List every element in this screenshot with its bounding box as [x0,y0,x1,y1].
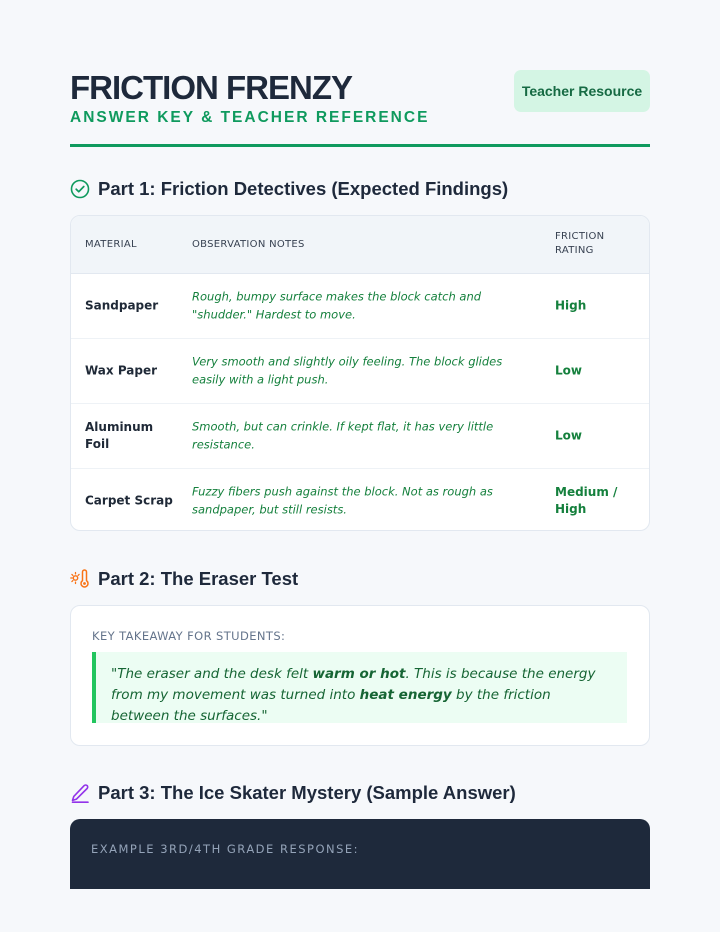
quote-emphasis: heat energy [359,687,452,703]
findings-table [70,215,650,531]
rating-cell: Medium / High [555,485,618,516]
rating-cell: High [555,298,587,313]
page-subtitle: ANSWER KEY & TEACHER REFERENCE [70,109,430,126]
takeaway-label: KEY TAKEAWAY FOR STUDENTS: [92,629,286,643]
notes-cell: Fuzzy fibers push against the block. Not as rough as sandpaper, but still resists. [192,484,493,516]
takeaway-card [70,605,650,746]
notes-cell: Smooth, but can crinkle. If kept flat, it has very little resistance. [192,419,494,451]
material-cell: Aluminum Foil [85,420,154,451]
table-row [71,469,649,531]
column-header-material: MATERIAL [85,239,137,250]
quote-text: "The eraser and the desk felt [111,666,313,682]
part1-heading: Part 1: Friction Detectives (Expected Findings) [98,178,509,199]
notes-cell: Very smooth and slightly oily feeling. The block glides easily with a light push. [192,354,503,386]
page-bottom-margin [0,889,720,932]
table-row [71,339,649,404]
rating-cell: Low [555,428,582,443]
rating-cell: Low [555,363,582,378]
part3-heading: Part 3: The Ice Skater Mystery (Sample Answer) [98,782,516,803]
quote-text: . This is because the energy from my movement was turned into [111,666,596,703]
page-title: FRICTION FRENZY [70,69,352,106]
material-cell: Sandpaper [85,298,159,313]
table-header [71,216,649,274]
part2-heading-row [70,568,298,590]
header [70,68,650,148]
takeaway-quote [92,652,627,723]
quote-emphasis: warm or hot [312,666,406,682]
thermometer-sun-icon [70,569,90,589]
part3-heading-row [70,782,516,804]
teacher-resource-badge: Teacher Resource [514,70,650,112]
pencil-icon [70,783,90,803]
part2-heading: Part 2: The Eraser Test [98,568,299,589]
table-row [71,274,649,339]
sample-response-label: EXAMPLE 3RD/4TH GRADE RESPONSE: [91,842,360,856]
column-header-notes: OBSERVATION NOTES [192,239,305,250]
check-circle-icon [70,179,90,199]
material-cell: Wax Paper [85,363,158,378]
header-divider [70,144,650,147]
table-row [71,404,649,469]
column-header-rating: FRICTION RATING [555,231,605,256]
material-cell: Carpet Scrap [85,493,173,508]
part1-heading-row [70,178,508,200]
notes-cell: Rough, bumpy surface makes the block catch and "shudder." Hardest to move. [192,289,482,321]
quote-text: by the friction between the surfaces." [111,687,551,724]
